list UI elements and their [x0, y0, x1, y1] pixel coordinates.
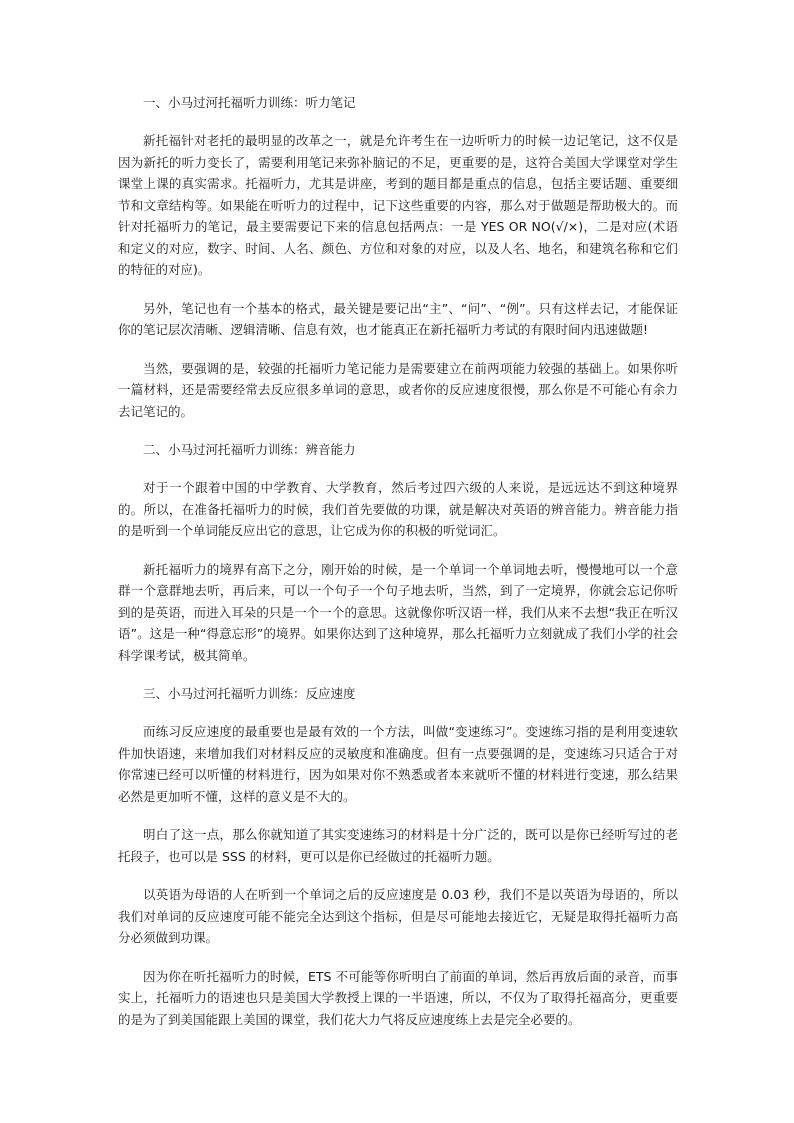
paragraph: 明白了这一点，那么你就知道了其实变速练习的材料是十分广泛的，既可以是你已经听写过的老托段子，也可以是 SSS 的材料，更可以是你已经做过的托福听力题。 — [118, 827, 678, 864]
section-heading: 一、小马过河托福听力训练：听力笔记 — [143, 95, 356, 110]
paragraph: 新托福听力的境界有高下之分，刚开始的时候，是一个单词一个单词地去听，慢慢地可以一个意群一个意群地去听，再后来，可以一个句子一个句子地去听，当然，到了一定境界，你就会忘记你听到的是英语，而进入耳朵的只是一个一个的意思。这就像你听汉语一样，我们从来不去想“我正在听汉语”。这是一种“得意忘形”的境界。如果你达到了这种境界，那么托福听力立刻就成了我们小学的社会科学课考试，极其简单。 — [118, 561, 678, 663]
section-reaction-speed — [118, 683, 678, 1030]
section-heading: 三、小马过河托福听力训练：反应速度 — [143, 686, 356, 701]
section-sound-discrimination — [118, 439, 678, 683]
paragraph: 另外，笔记也有一个基本的格式，最关键是要记出“主”、“问”、“例”。只有这样去记，才能保证你的笔记层次清晰、逻辑清晰、信息有效，也才能真正在新托福听力考试的有限时间内迅速做题! — [118, 300, 678, 337]
paragraph: 而练习反应速度的最重要也是最有效的一个方法，叫做“变速练习”。变速练习指的是利用变速软件加快语速，来增加我们对材料反应的灵敏度和准确度。但有一点要强调的是，变速练习只适合于对你常速已经可以听懂的材料进行，因为如果对你不熟悉或者本来就听不懂的材料进行变速，那么结果必然是更加听不懂，这样的意义是不大的。 — [118, 724, 678, 804]
paragraph: 以英语为母语的人在听到一个单词之后的反应速度是 0.03 秒，我们不是以英语为母语的，所以我们对单词的反应速度可能不能完全达到这个指标，但是尽可能地去接近它，无疑是取得托福听力高分必须做到功课。 — [118, 887, 678, 945]
section-listening-notes — [118, 92, 678, 439]
paragraph: 对于一个跟着中国的中学教育、大学教育，然后考过四六级的人来说，是远远达不到这种境界的。所以，在准备托福听力的时候，我们首先要做的功课，就是解决对英语的辨音能力。辨音能力指的是听到一个单词能反应出它的意思，让它成为你的积极的听觉词汇。 — [118, 480, 678, 538]
paragraph: 当然，要强调的是，较强的托福听力笔记能力是需要建立在前两项能力较强的基础上。如果你听一篇材料，还是需要经常去反应很多单词的意思，或者你的反应速度很慢，那么你是不可能心有余力去记笔记的。 — [118, 360, 678, 419]
section-heading: 二、小马过河托福听力训练：辨音能力 — [143, 442, 356, 457]
paragraph: 新托福针对老托的最明显的改革之一，就是允许考生在一边听听力的时候一边记笔记，这不仅是因为新托的听力变长了，需要利用笔记来弥补脑记的不足，更重要的是，这符合美国大学课堂对学生课堂上课的真实需求。托福听力，尤其是讲座，考到的题目都是重点的信息，包括主要话题、重要细节和文章结构等。如果能在听听力的过程中，记下这些重要的内容，那么对于做题是帮助极大的。而针对托福听力的笔记，最主要需要记下来的信息包括两点：一是 YES OR NO(√/×)，二是对应(术语和定义的对应，数字、时间、人名、颜色、方位和对象的对应，以及人名、地名，和建筑名称和它们的特征的对应)。 — [118, 133, 678, 277]
paragraph: 因为你在听托福听力的时候，ETS 不可能等你听明白了前面的单词，然后再放后面的录音，而事实上，托福听力的语速也只是美国大学教授上课的一半语速，所以，不仅为了取得托福高分，更重要的是为了到美国能跟上美国的课堂，我们花大力气将反应速度练上去是完全必要的。 — [118, 968, 678, 1027]
document-page — [118, 92, 678, 1030]
